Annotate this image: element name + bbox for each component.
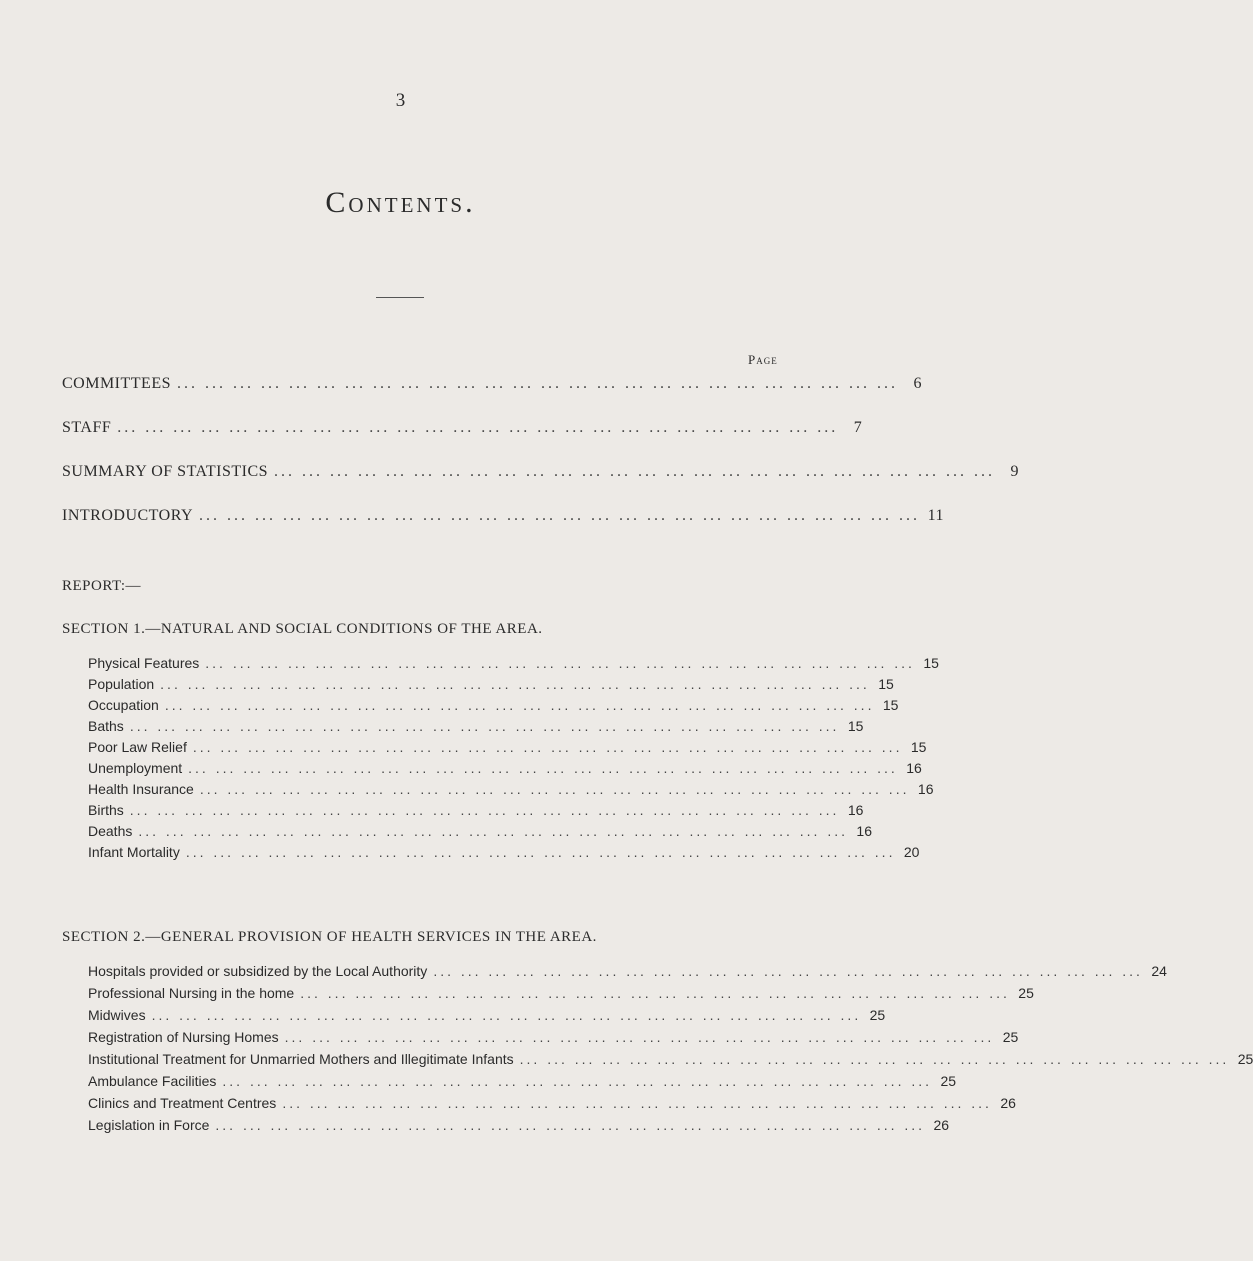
toc-page: 15: [847, 718, 864, 734]
section-1-heading: SECTION 1.—NATURAL AND SOCIAL CONDITIONS OF THE AREA.: [62, 621, 543, 637]
dot-leader: ... ... ... ... ... ... ... ... ... ... ... ... ... ... ... ... ... ... ... ... ... ... ... ... ... ...: [160, 676, 870, 692]
toc-page: 15: [882, 697, 899, 713]
toc-entry: [88, 963, 1167, 979]
toc-page: 25: [1002, 1029, 1019, 1045]
section-2-heading: SECTION 2.—GENERAL PROVISION OF HEALTH SERVICES IN THE AREA.: [62, 929, 597, 945]
dot-leader: ... ... ... ... ... ... ... ... ... ... ... ... ... ... ... ... ... ... ... ... ... ... ... ... ... ...: [117, 419, 839, 436]
toc-entry: [88, 844, 920, 860]
toc-label: Physical Features: [88, 655, 200, 671]
toc-entry: [88, 781, 934, 797]
toc-page: 11: [927, 507, 945, 524]
toc-label: STAFF: [62, 419, 112, 436]
toc-entry-summary: [62, 463, 1020, 481]
toc-entry: [88, 802, 864, 818]
dot-leader: ... ... ... ... ... ... ... ... ... ... ... ... ... ... ... ... ... ... ... ... ... ... ... ... ... ...: [185, 844, 896, 860]
toc-page: 25: [940, 1073, 957, 1089]
toc-entry: [88, 697, 899, 713]
dot-leader: ... ... ... ... ... ... ... ... ... ... ... ... ... ... ... ... ... ... ... ... ... ... ... ... ... ...: [138, 823, 848, 839]
toc-entry: [88, 985, 1034, 1001]
toc-label: Health Insurance: [88, 781, 194, 797]
dot-leader: ... ... ... ... ... ... ... ... ... ... ... ... ... ... ... ... ... ... ... ... ... ... ... ... ... ...: [433, 963, 1143, 979]
dot-leader: ... ... ... ... ... ... ... ... ... ... ... ... ... ... ... ... ... ... ... ... ... ... ... ... ... ...: [177, 375, 898, 392]
toc-page: 25: [1018, 985, 1034, 1001]
toc-entry: [88, 718, 864, 734]
toc-entry-staff: [62, 419, 863, 437]
dot-leader: ... ... ... ... ... ... ... ... ... ... ... ... ... ... ... ... ... ... ... ... ... ... ... ... ... ...: [199, 507, 921, 524]
toc-label: Midwives: [88, 1007, 146, 1023]
toc-label: Births: [88, 802, 124, 818]
toc-label: Institutional Treatment for Unmarried Mothers and Illegitimate Infants: [88, 1051, 514, 1067]
dot-leader: ... ... ... ... ... ... ... ... ... ... ... ... ... ... ... ... ... ... ... ... ... ... ... ... ... ...: [192, 739, 903, 755]
toc-label: Baths: [88, 718, 124, 734]
toc-page: 20: [903, 844, 920, 860]
toc-entry: [88, 1095, 1016, 1111]
toc-label: INTRODUCTORY: [62, 507, 194, 524]
toc-label: Occupation: [88, 697, 159, 713]
toc-entry: [88, 1029, 1019, 1045]
toc-entry: [88, 823, 872, 839]
toc-label: Clinics and Treatment Centres: [88, 1095, 277, 1111]
toc-label: Poor Law Relief: [88, 739, 187, 755]
dot-leader: ... ... ... ... ... ... ... ... ... ... ... ... ... ... ... ... ... ... ... ... ... ... ... ... ... ...: [215, 1117, 926, 1133]
toc-label: Population: [88, 676, 155, 692]
toc-page: 15: [923, 655, 939, 671]
toc-label: Deaths: [88, 823, 133, 839]
toc-entry: [88, 655, 939, 671]
dot-leader: ... ... ... ... ... ... ... ... ... ... ... ... ... ... ... ... ... ... ... ... ... ... ... ... ... ...: [284, 1029, 995, 1045]
toc-page: 25: [1237, 1051, 1253, 1067]
dot-leader: ... ... ... ... ... ... ... ... ... ... ... ... ... ... ... ... ... ... ... ... ... ... ... ... ... ...: [129, 718, 840, 734]
toc-entry: [88, 760, 922, 776]
toc-entry: [88, 676, 894, 692]
toc-page: 16: [906, 760, 922, 776]
page-number: 3: [395, 90, 406, 111]
dot-leader: ... ... ... ... ... ... ... ... ... ... ... ... ... ... ... ... ... ... ... ... ... ... ... ... ... ...: [129, 802, 840, 818]
toc-label: COMMITTEES: [62, 375, 171, 392]
toc-label: Professional Nursing in the home: [88, 985, 295, 1001]
dot-leader: ... ... ... ... ... ... ... ... ... ... ... ... ... ... ... ... ... ... ... ... ... ... ... ... ... ...: [164, 697, 875, 713]
toc-page: 7: [853, 419, 863, 436]
toc-page: 26: [933, 1117, 950, 1133]
dot-leader: ... ... ... ... ... ... ... ... ... ... ... ... ... ... ... ... ... ... ... ... ... ... ... ... ... ...: [300, 985, 1010, 1001]
dot-leader: ... ... ... ... ... ... ... ... ... ... ... ... ... ... ... ... ... ... ... ... ... ... ... ... ... ...: [274, 463, 996, 480]
toc-page: 16: [847, 802, 864, 818]
toc-page: 9: [1010, 463, 1020, 480]
toc-page: 6: [913, 375, 922, 392]
toc-label: Registration of Nursing Homes: [88, 1029, 279, 1045]
toc-label: Unemployment: [88, 760, 183, 776]
toc-label: Infant Mortality: [88, 844, 180, 860]
dot-leader: ... ... ... ... ... ... ... ... ... ... ... ... ... ... ... ... ... ... ... ... ... ... ... ... ... ...: [199, 781, 910, 797]
title-rule: [376, 297, 424, 298]
toc-page: 16: [917, 781, 934, 797]
dot-leader: ... ... ... ... ... ... ... ... ... ... ... ... ... ... ... ... ... ... ... ... ... ... ... ... ... ...: [282, 1095, 992, 1111]
toc-entry-introductory: [62, 507, 945, 525]
toc-entry-committees: [62, 375, 922, 393]
toc-entry: [88, 1051, 1253, 1067]
dot-leader: ... ... ... ... ... ... ... ... ... ... ... ... ... ... ... ... ... ... ... ... ... ... ... ... ... ...: [205, 655, 915, 671]
toc-entry: [88, 1117, 950, 1133]
page-title: Contents.: [325, 186, 476, 219]
toc-entry: [88, 739, 927, 755]
toc-entry: [88, 1073, 957, 1089]
toc-page: 15: [910, 739, 927, 755]
toc-page: 15: [878, 676, 894, 692]
page-column-header: Page: [748, 352, 778, 367]
toc-label: Legislation in Force: [88, 1117, 210, 1133]
dot-leader: ... ... ... ... ... ... ... ... ... ... ... ... ... ... ... ... ... ... ... ... ... ... ... ... ... ...: [519, 1051, 1230, 1067]
dot-leader: ... ... ... ... ... ... ... ... ... ... ... ... ... ... ... ... ... ... ... ... ... ... ... ... ... ...: [222, 1073, 933, 1089]
dot-leader: ... ... ... ... ... ... ... ... ... ... ... ... ... ... ... ... ... ... ... ... ... ... ... ... ... ...: [151, 1007, 862, 1023]
report-heading: REPORT:—: [62, 578, 142, 594]
toc-label: SUMMARY OF STATISTICS: [62, 463, 269, 480]
toc-entry: [88, 1007, 886, 1023]
dot-leader: ... ... ... ... ... ... ... ... ... ... ... ... ... ... ... ... ... ... ... ... ... ... ... ... ... ...: [188, 760, 898, 776]
toc-label: Hospitals provided or subsidized by the Local Authority: [88, 963, 428, 979]
toc-page: 24: [1151, 963, 1167, 979]
toc-page: 25: [869, 1007, 886, 1023]
toc-label: Ambulance Facilities: [88, 1073, 217, 1089]
toc-page: 26: [1000, 1095, 1016, 1111]
toc-page: 16: [856, 823, 872, 839]
